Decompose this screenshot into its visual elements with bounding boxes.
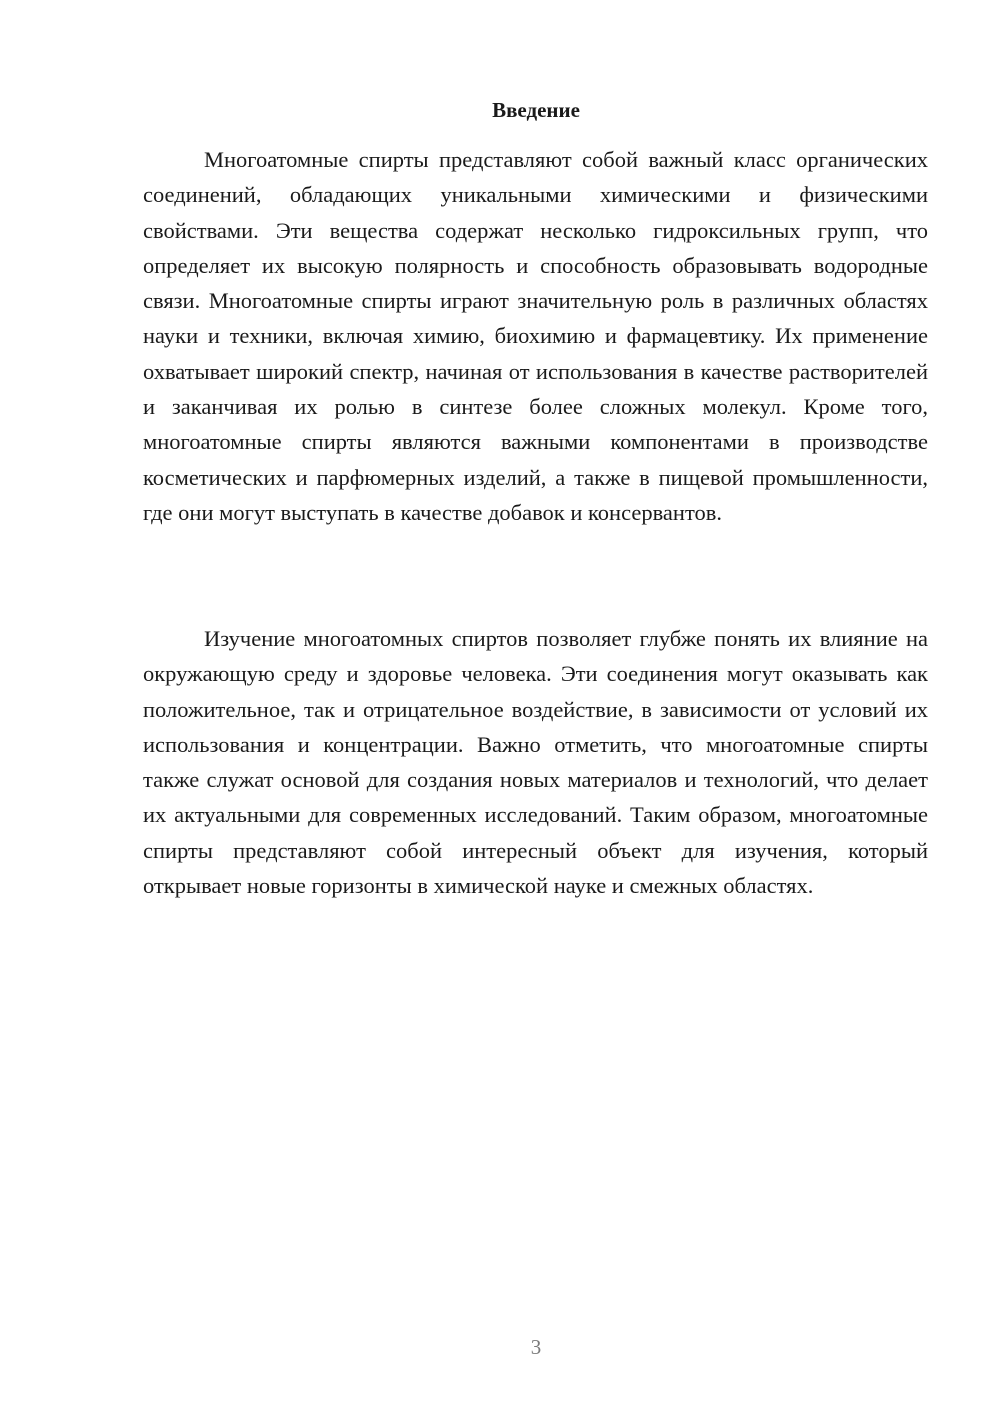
page-number: 3 [530,1335,542,1359]
paragraph-intro: Многоатомные спирты представляют собой важный класс органических соединений, обладающих уникальными химическими и физическими свойствами. Эти вещества содержат несколько гидроксильных групп, что определяет их высокую полярность и способность образовывать водородные связи. Многоатомные спирты играют значительную роль в различных областях науки и техники, включая химию, биохимию и фармацевтику. Их применение охватывает широкий спектр, начиная от использования в качестве растворителей и заканчивая их ролью в синтезе более сложных молекул. Кроме того, многоатомные спирты являются важными компонентами в производстве косметических и парфюмерных изделий, а также в пищевой промышленности, где они могут выступать в качестве добавок и консервантов. [143,147,928,525]
paragraph-study: Изучение многоатомных спиртов позволяет глубже понять их влияние на окружающую среду и здоровье человека. Эти соединения могут оказывать как положительное, так и отрицательное воздействие, в зависимости от условий их использования и концентрации. Важно отметить, что многоатомные спирты также служат основой для создания новых материалов и технологий, что делает их актуальными для современных исследований. Таким образом, многоатомные спирты представляют собой интересный объект для изучения, который открывает новые горизонты в химической науке и смежных областях. [143,626,928,899]
section-heading: Введение [492,98,580,122]
